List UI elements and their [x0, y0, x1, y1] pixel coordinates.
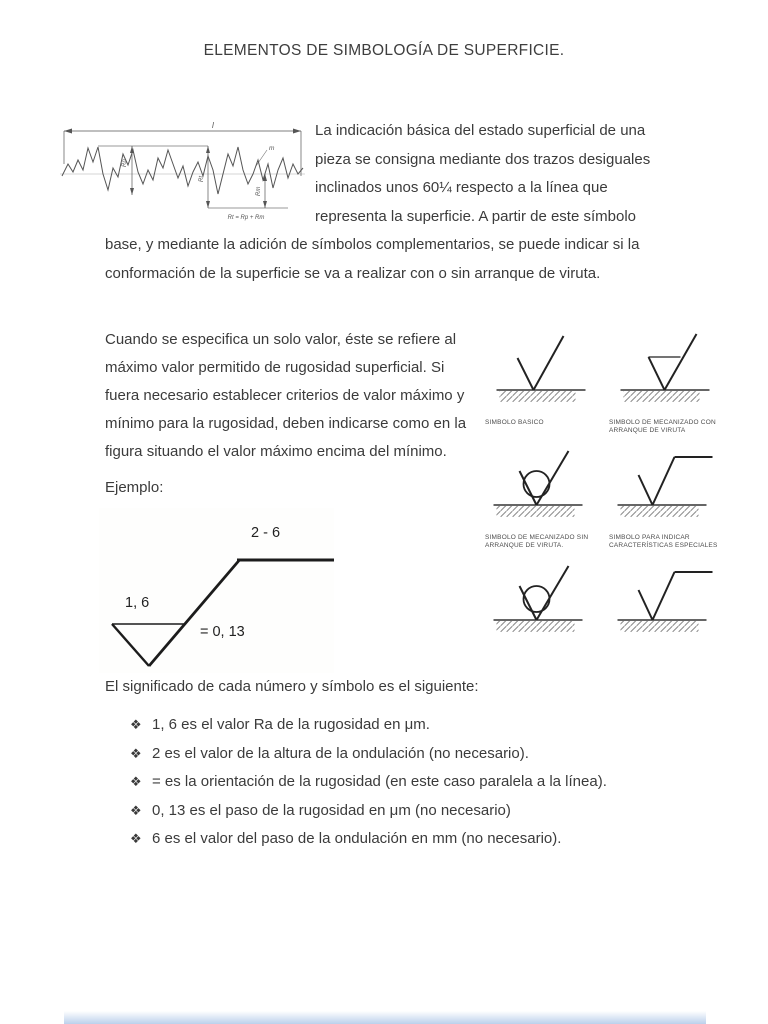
list-item-text: 1, 6 es el valor Ra de la rugosidad en μm.	[152, 716, 430, 733]
list-item	[130, 828, 715, 849]
profile-length-label: l	[212, 121, 214, 130]
specification-section	[105, 326, 718, 683]
diamond-bullet-icon: ❖	[130, 802, 142, 818]
basic-symbol-caption: SIMBOLO BASICO	[485, 419, 544, 426]
specification-paragraph: Cuando se especifica un solo valor, éste se refiere al máximo valor permitido de rugosidad superficial. Si fuera necesario establecer criterios de valor máximo y mínimo para la rugosidad, deben indicarse como en la figura situando el valor máximo encima del mínimo.	[105, 331, 467, 460]
diamond-bullet-icon: ❖	[130, 831, 142, 846]
meaning-heading: El significado de cada número y símbolo es el siguiente:	[105, 678, 479, 695]
list-item	[130, 771, 715, 792]
diamond-bullet-icon: ❖	[130, 745, 142, 761]
special-characteristics-symbol-icon	[609, 560, 721, 645]
profile-mean-label: m	[269, 145, 275, 152]
list-item	[130, 800, 715, 821]
roughness-profile-curve	[62, 147, 303, 194]
roughness-profile-figure	[60, 120, 305, 224]
meaning-section	[105, 676, 715, 857]
page-bottom-fade	[64, 1011, 706, 1024]
intro-paragraph: La indicación básica del estado superficial de una pieza se consigna mediante dos trazos desiguales inclinados unos 60¼ respecto a la línea que representa la superficie. A partir de este símbolo base, y mediante la adición de símbolos complementarios, se puede indicar si la conformación de la superficie se va a realizar con o sin arranque de viruta.	[105, 122, 651, 282]
machining-without-chip-removal-icon	[485, 560, 597, 645]
list-item-text: 6 es el valor del paso de la ondulación en mm (no necesario).	[152, 830, 562, 847]
list-item-text: 0, 13 es el paso de la rugosidad en μm (no necesario)	[152, 801, 511, 819]
profile-rm-label: Rm	[256, 186, 262, 196]
roughness-value: 1, 6	[125, 595, 150, 611]
basic-symbol-icon	[485, 330, 597, 415]
example-label: Ejemplo:	[105, 479, 164, 496]
machining-without-chip-removal-icon	[485, 445, 597, 530]
page-title: ELEMENTOS DE SIMBOLOGÍA DE SUPERFICIE.	[203, 42, 565, 59]
profile-rp-label: Rp	[122, 159, 128, 167]
list-item-text: 2 es el valor de la altura de la ondulación (no necesario).	[152, 744, 529, 762]
special-characteristics-caption: SIMBOLO PARA INDICAR CARACTERÍSTICAS ESPECIALES	[609, 534, 718, 549]
profile-formula-label: Rt = Rp + Rm	[227, 215, 265, 221]
special-characteristics-symbol-icon	[609, 445, 721, 530]
profile-rt-label: Rt	[199, 176, 205, 182]
example-symbol-figure	[99, 508, 334, 673]
with-chip-removal-caption: SIMBOLO DE MECANIZADO CON ARRANQUE DE VIRUTA	[609, 419, 716, 434]
list-item	[130, 714, 715, 735]
list-item	[130, 743, 715, 764]
intro-section	[105, 117, 662, 288]
waviness-spacing-value: 2 - 6	[251, 525, 281, 541]
list-item-text: = es la orientación de la rugosidad (en este caso paralela a la línea).	[152, 773, 607, 790]
diamond-bullet-icon: ❖	[130, 717, 142, 732]
diamond-bullet-icon: ❖	[130, 774, 142, 789]
without-chip-removal-caption: SIMBOLO DE MECANIZADO SIN ARRANQUE DE VIRUTA.	[485, 534, 589, 549]
meaning-list	[105, 714, 715, 849]
surface-symbols-figure	[485, 330, 720, 645]
machining-with-chip-removal-icon	[609, 330, 721, 415]
orientation-value: = 0, 13	[200, 624, 245, 640]
